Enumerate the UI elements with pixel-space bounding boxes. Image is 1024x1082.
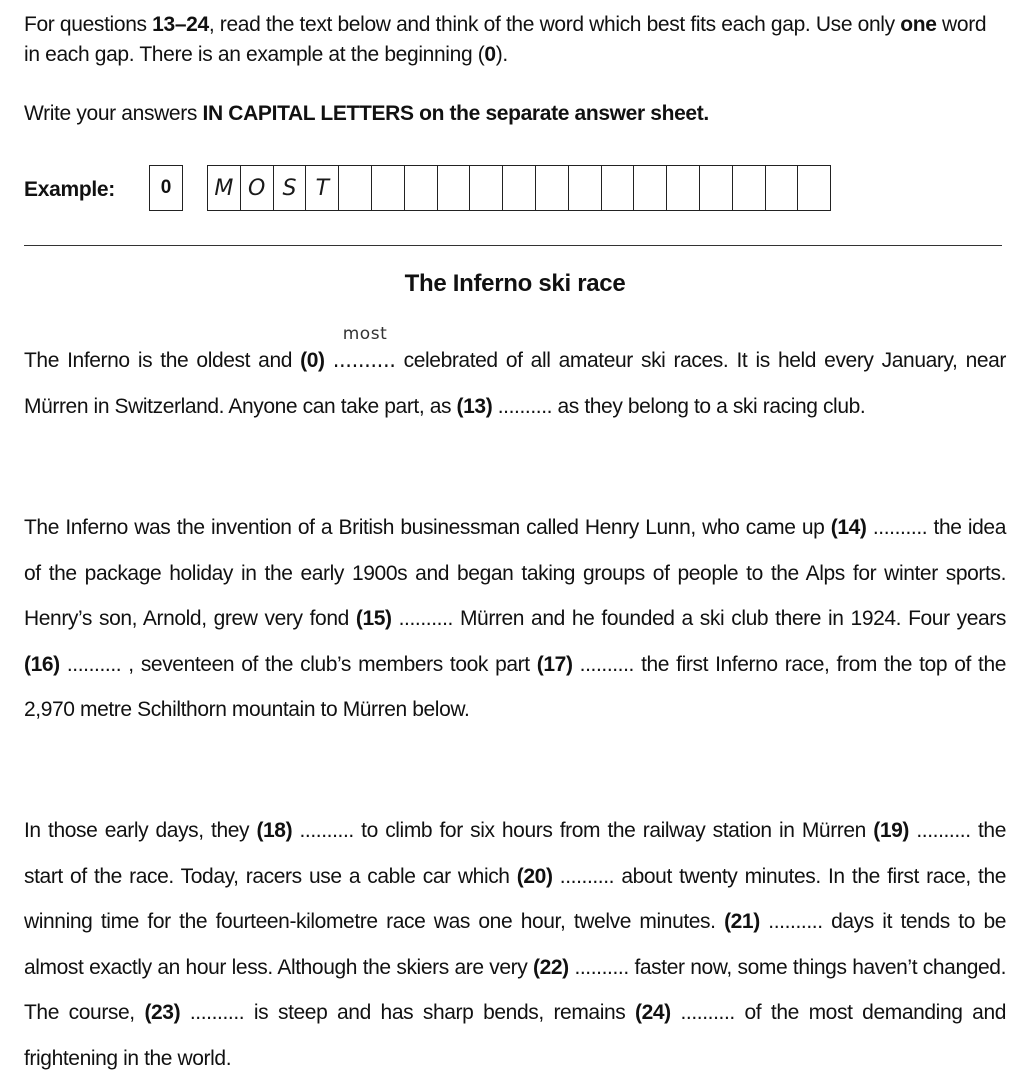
answer-cell: T [306, 166, 339, 210]
text-span: about twenty minutes. In the first race, the winning time for the fourteen-kilometre race was one hour, twelve minutes. [24, 864, 1007, 934]
answer-cell: O [241, 166, 274, 210]
text-span: is steep and has sharp bends, remains [244, 1001, 636, 1025]
text-span: the start of the race. Today, racers use a cable car which [24, 819, 1006, 888]
instr-text: , read the text below and think of the word which best fits each gap. Use only [208, 13, 901, 36]
gap-dots: .......... [768, 910, 823, 934]
answer-cell [700, 166, 733, 210]
question-number: (15) [355, 607, 392, 631]
example-row [24, 165, 924, 213]
question-number: (20) [516, 864, 553, 888]
instr-emphasis: one [900, 13, 937, 36]
divider [24, 245, 1002, 246]
example-gap [332, 324, 396, 384]
question-number: (18) [256, 819, 293, 842]
gap-dots: .......... [579, 652, 634, 676]
answer-cell [569, 166, 602, 210]
text-title: The Inferno ski race [404, 270, 626, 297]
question-number: (17) [536, 652, 573, 676]
answer-cell [470, 166, 503, 210]
answer-cell [733, 166, 766, 210]
gap-dots: .......... [872, 516, 928, 539]
question-number: (19) [873, 819, 910, 842]
instr-emphasis: 0 [484, 43, 496, 66]
text-span: the first Inferno race, from the top of the 2,970 metre Schilthorn mountain to Mürren below. [24, 652, 1007, 722]
gap-dots: .......... [332, 348, 396, 372]
gap-dots: .......... [559, 864, 615, 888]
gap-dots: .......... [680, 1001, 735, 1025]
answer-cell [602, 166, 635, 210]
text-span: , seventeen of the club’s members took part [121, 652, 537, 676]
gap-dots: .......... [497, 394, 553, 418]
question-number: (21) [724, 910, 760, 934]
answer-cell [798, 166, 831, 210]
question-number: (22) [533, 955, 569, 979]
instr-text: ). [495, 43, 508, 66]
answer-instruction [24, 99, 709, 129]
paragraph-1 [24, 324, 1006, 429]
instructions [24, 10, 1006, 70]
question-range: 13–24 [152, 13, 209, 36]
text-span: faster now, some things haven’t changed. The course, [24, 955, 1007, 1025]
text-span: Mürren and he founded a ski club there in 1924. Four years [452, 607, 1006, 631]
answer-cell [372, 166, 405, 210]
answer-cell: M [208, 166, 241, 210]
question-number: (23) [144, 1001, 181, 1025]
gap-dots: .......... [574, 955, 629, 979]
answer-cell [667, 166, 700, 210]
answer-cell [438, 166, 471, 210]
text-span: The Inferno is the oldest and [24, 349, 301, 372]
instr-text: word in each gap. There is an example at the beginning ( [24, 13, 987, 66]
gap-dots: .......... [299, 819, 354, 842]
text-span: celebrated of all amateur ski races. It is held every January, near Mürren in Switzerland. Anyone can take part, as [24, 349, 1006, 418]
instr-text: Write your answers [24, 102, 203, 125]
paragraph-2 [24, 505, 1006, 733]
answer-cell [339, 166, 372, 210]
gap-dots: .......... [189, 1001, 245, 1025]
handwritten-answer: most [342, 324, 388, 344]
text-span: In those early days, they [24, 819, 257, 842]
gap-dots: .......... [66, 652, 122, 676]
paragraph-3 [24, 808, 1006, 1082]
answer-cell: S [274, 166, 307, 210]
question-number: (24) [635, 1001, 671, 1025]
instr-emphasis: IN CAPITAL LETTERS on the separate answer sheet. [202, 102, 709, 125]
text-span: The Inferno was the invention of a British businessman called Henry Lunn, who came up [24, 516, 831, 539]
example-number-box: 0 [149, 165, 183, 211]
question-number: (0) [300, 349, 325, 372]
answer-cell [536, 166, 569, 210]
answer-cell [766, 166, 799, 210]
gap-dots: .......... [398, 607, 453, 631]
answer-cell [405, 166, 438, 210]
example-label: Example: [24, 178, 115, 201]
text-span: days it tends to be almost exactly an hour less. Although the skiers are very [24, 910, 1007, 979]
answer-cell [634, 166, 667, 210]
example-answer-cells [207, 165, 831, 211]
question-number: (14) [830, 516, 867, 539]
instr-text: For questions [24, 13, 153, 36]
question-number: (13) [456, 394, 493, 418]
answer-cell [503, 166, 536, 210]
text-span: as they belong to a ski racing club. [552, 394, 866, 418]
text-span: to climb for six hours from the railway station in Mürren [353, 819, 874, 842]
gap-dots: .......... [916, 819, 971, 842]
text-span: the idea of the package holiday in the early 1900s and began taking groups of people to the Alps for winter sports. Henry’s son, Arnold, grew very fond [24, 516, 1006, 631]
text-span: of the most demanding and frightening in the world. [24, 1001, 1007, 1070]
question-number: (16) [24, 652, 60, 676]
